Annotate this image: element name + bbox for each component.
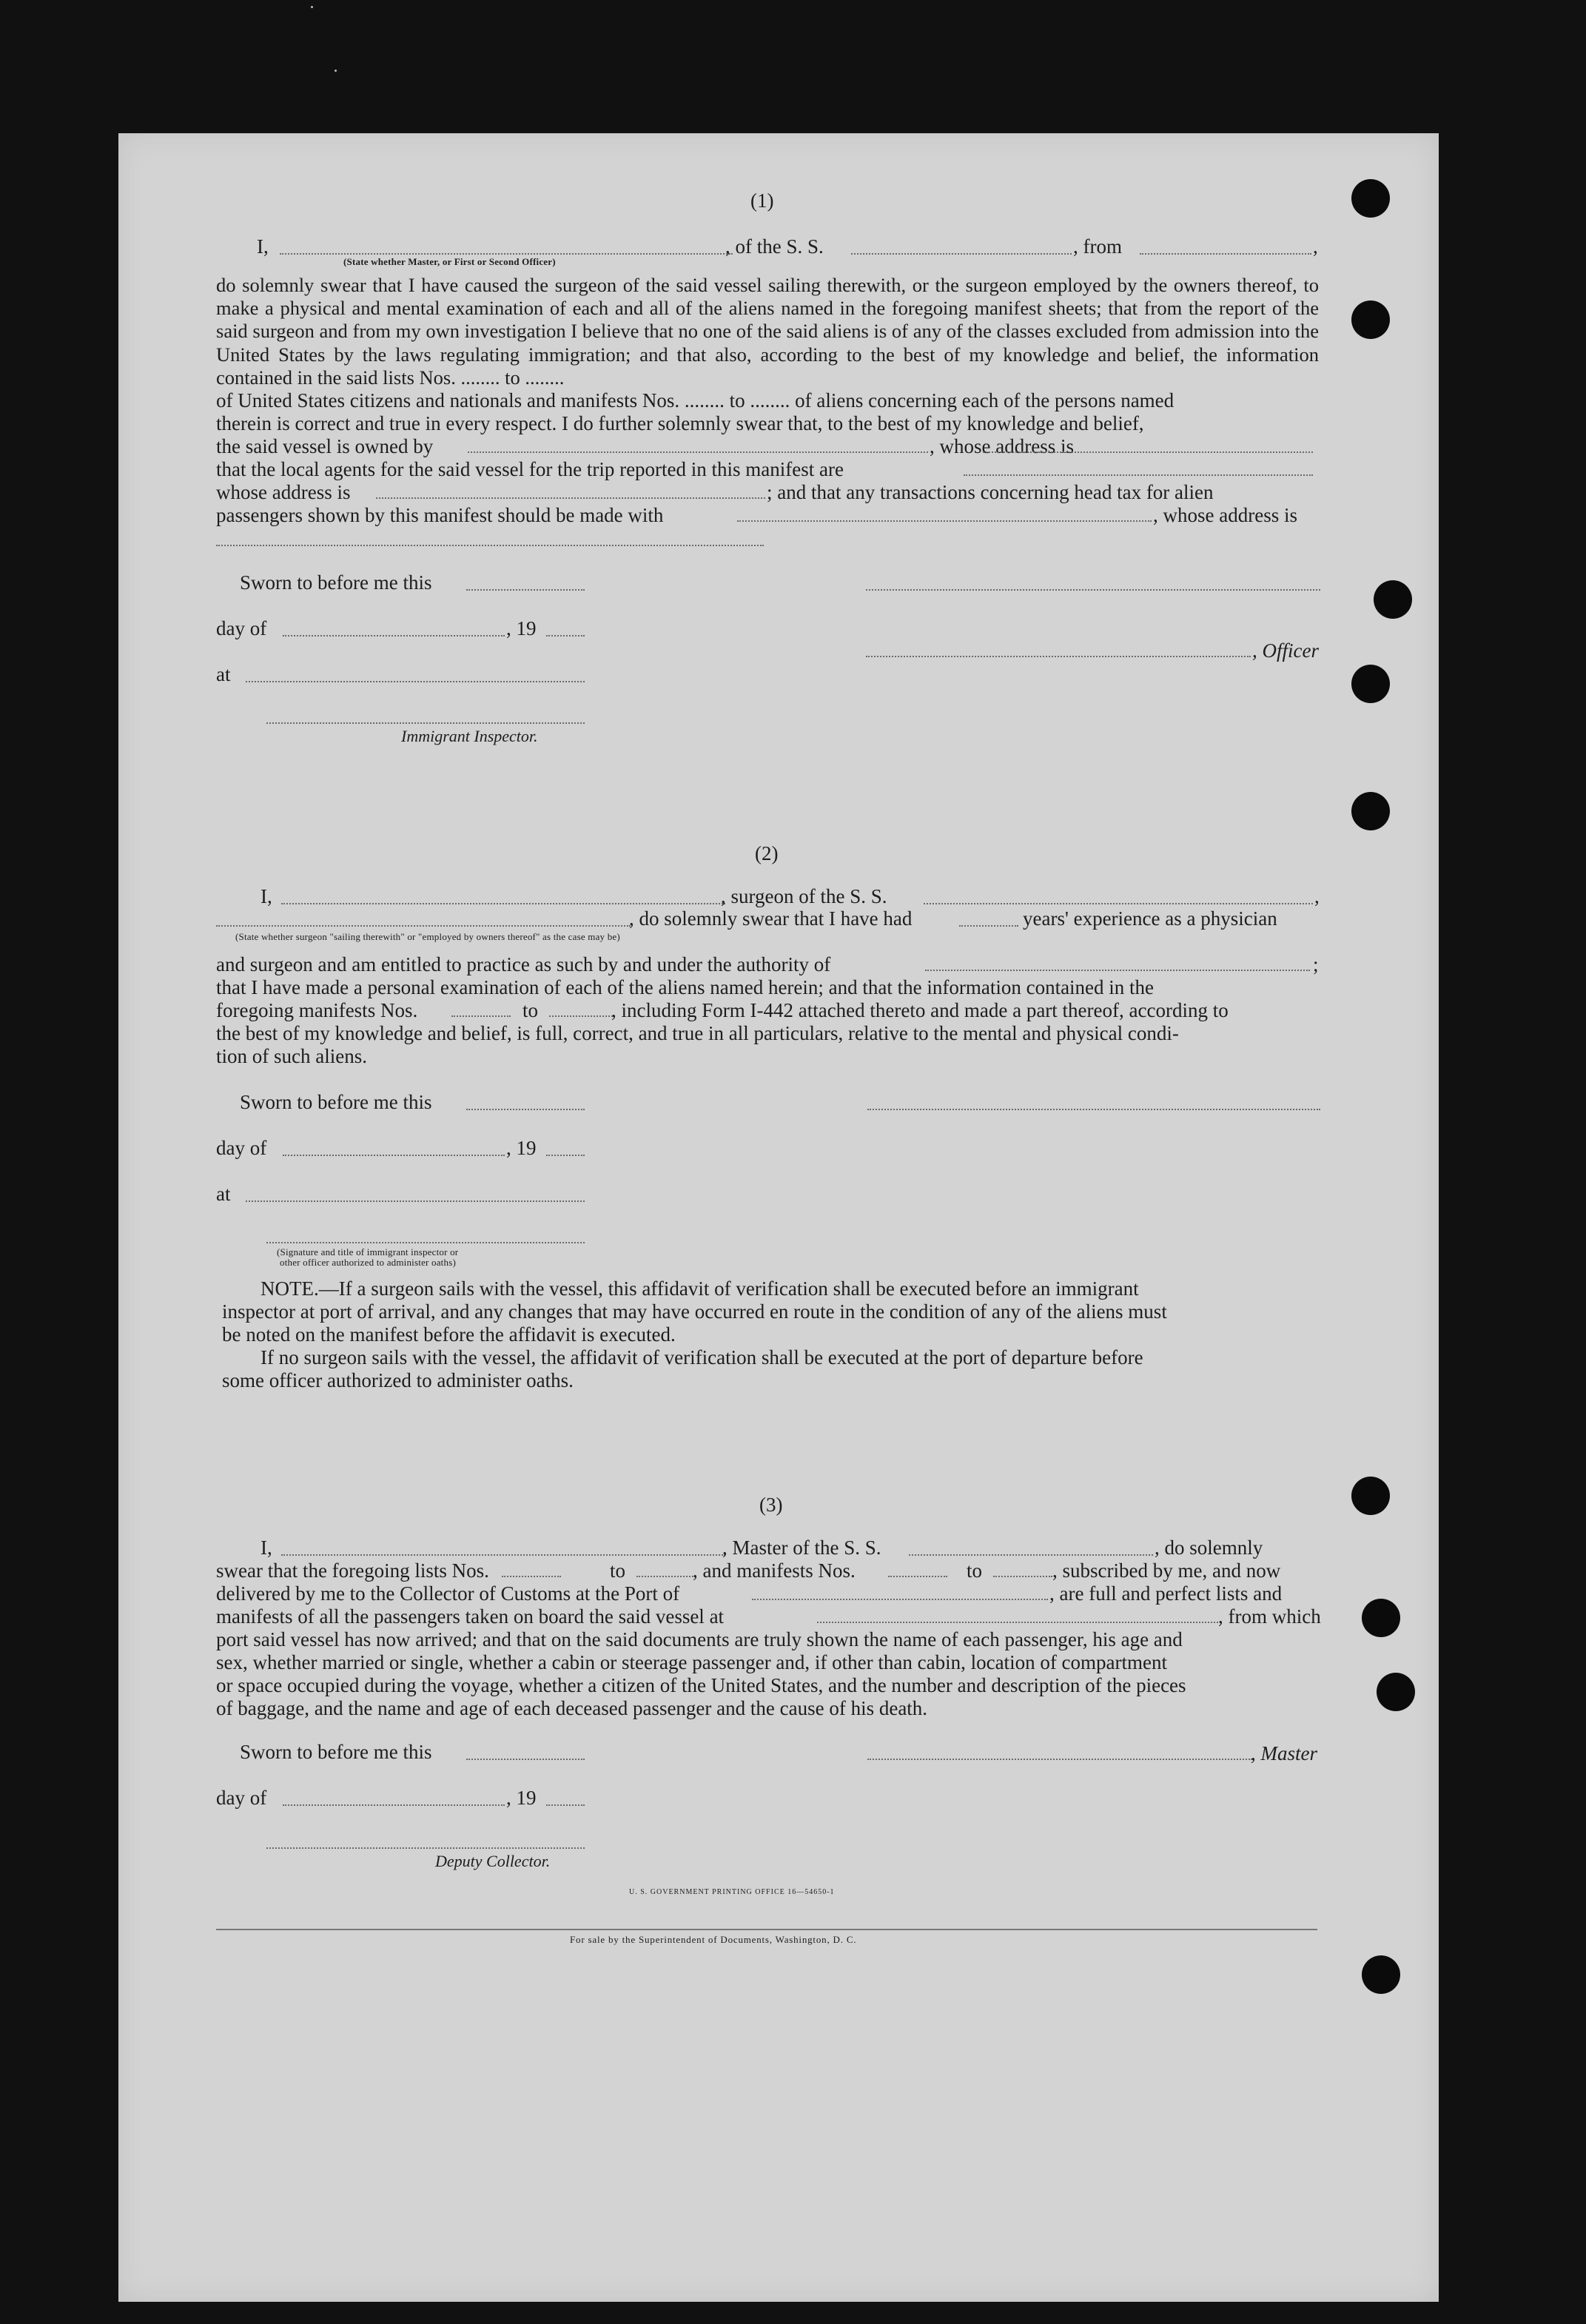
s3-sworn: Sworn to before me this — [240, 1741, 432, 1763]
s3-master-sign-field — [867, 1759, 1252, 1760]
s1-year-field — [546, 635, 585, 637]
s3-manifests-to-field — [993, 1576, 1052, 1577]
s3-day-field — [283, 1804, 505, 1806]
s2-comma: , — [1314, 885, 1320, 907]
s1-i: I, — [257, 235, 269, 258]
s1-headtax-field — [737, 520, 1152, 522]
s3-line: delivered by me to the Collector of Customs at the Port of — [216, 1582, 680, 1605]
s3-line: to — [967, 1559, 983, 1582]
section-3-number: (3) — [759, 1494, 783, 1516]
s2-note-label: NOTE. — [261, 1277, 319, 1300]
s1-officer-sign-field — [866, 656, 1251, 657]
s2-signature-field — [867, 1109, 1320, 1110]
s2-surgeon-status-field — [216, 925, 631, 927]
s2-year: , 19 — [506, 1137, 537, 1159]
s1-headtax-address-field — [216, 545, 764, 546]
s1-vessel-field — [851, 253, 1072, 255]
s1-line: , whose address is — [930, 435, 1074, 457]
s2-line: , including Form I-442 attached thereto and made a part thereof, according to — [611, 999, 1229, 1021]
s3-line: , and manifests Nos. — [693, 1559, 856, 1582]
s1-officer-note: (State whether Master, or First or Second Officer) — [343, 256, 556, 267]
s2-manifest-to-field — [549, 1015, 613, 1017]
s3-line: sex, whether married or single, whether a cabin or steerage passenger and, if other than cabin, location of compartment — [216, 1651, 1168, 1673]
punch-hole — [1351, 665, 1390, 703]
s1-year: , 19 — [506, 617, 537, 639]
s3-deputy-sign-field — [266, 1847, 585, 1849]
s1-inspector-sign-field — [266, 722, 585, 724]
s1-of-ss: , of the S. S. — [725, 235, 824, 258]
punch-hole — [1377, 1673, 1415, 1711]
s2-note-text: —If a surgeon sails with the vessel, this affidavit of verification shall be executed before an immigrant — [318, 1277, 1139, 1300]
sale-notice: For sale by the Superintendent of Documents, Washington, D. C. — [570, 1934, 857, 1945]
s2-sworn: Sworn to before me this — [240, 1091, 432, 1113]
s2-authority-field — [925, 970, 1310, 971]
s2-years: years' experience as a physician — [1023, 907, 1277, 930]
s3-port-field — [752, 1599, 1048, 1600]
s1-line: , whose address is — [1153, 504, 1297, 526]
punch-hole — [1351, 792, 1390, 830]
s2-semi: ; — [1313, 953, 1319, 975]
s3-year: , 19 — [506, 1787, 537, 1809]
s1-at-field — [246, 681, 585, 682]
s2-at-field — [246, 1200, 585, 1202]
s3-do-solemnly: , do solemnly — [1155, 1537, 1263, 1559]
s1-line: the said vessel is owned by — [216, 435, 434, 457]
s2-year-field — [546, 1155, 585, 1156]
s1-agents-field — [964, 474, 1313, 476]
s1-agents-address-field — [376, 497, 765, 499]
s1-line: therein is correct and true in every respect. I do further solemnly swear that, to the best of my knowledge and belief, — [216, 412, 1144, 434]
s2-day-field — [283, 1155, 505, 1156]
s2-inspector-sign-field — [266, 1242, 585, 1243]
section-2-number: (2) — [755, 842, 779, 864]
s1-from: , from — [1073, 235, 1122, 258]
s1-sworn: Sworn to before me this — [240, 571, 432, 594]
manifest-back-page — [118, 133, 1439, 2302]
s2-sig-note-2: other officer authorized to administer oaths) — [280, 1257, 456, 1268]
s2-vessel-field — [924, 903, 1313, 904]
s3-lists-to-field — [636, 1576, 696, 1577]
s3-line: swear that the foregoing lists Nos. — [216, 1559, 489, 1582]
s2-note-line-1 — [261, 1277, 1139, 1300]
s3-line: , from which — [1218, 1605, 1321, 1628]
s1-line: passengers shown by this manifest should be made with — [216, 504, 664, 526]
s1-signature-field — [866, 589, 1320, 591]
scan-speck — [335, 70, 337, 72]
gpo-imprint: U. S. GOVERNMENT PRINTING OFFICE 16—54650-1 — [629, 1888, 835, 1896]
s3-line: to — [610, 1559, 626, 1582]
s2-surgeon-of: , surgeon of the S. S. — [721, 885, 887, 907]
s3-master-name-field — [281, 1554, 725, 1556]
s2-note-line: be noted on the manifest before the affidavit is executed. — [222, 1323, 676, 1346]
s2-note-line: If no surgeon sails with the vessel, the affidavit of verification shall be executed at the port of departure before — [261, 1346, 1143, 1368]
s3-line: manifests of all the passengers taken on board the said vessel at — [216, 1605, 725, 1628]
s2-day-of: day of — [216, 1137, 267, 1159]
punch-hole — [1374, 580, 1412, 619]
s2-surgeon-name-field — [281, 903, 725, 904]
s2-line: the best of my knowledge and belief, is full, correct, and true in all particulars, relative to the mental and physical condi- — [216, 1022, 1179, 1044]
s3-manifests-from-field — [888, 1576, 947, 1577]
s3-vessel-field — [909, 1554, 1153, 1556]
s3-line: or space occupied during the voyage, whether a citizen of the United States, and the number and description of the pieces — [216, 1674, 1186, 1696]
punch-hole — [1351, 300, 1390, 339]
s2-i: I, — [261, 885, 272, 907]
footer-rule — [216, 1929, 1317, 1930]
s2-years-field — [959, 925, 1018, 927]
s3-line: , subscribed by me, and now — [1052, 1559, 1281, 1582]
punch-hole — [1351, 179, 1390, 218]
s1-paragraph: do solemnly swear that I have caused the surgeon of the said vessel sailing therewith, or the surgeon employed by the owners thereof, to make a physical and mental examination of each and all of the aliens named in the foregoing manifest sheets; that from the report of the said surgeon and from my own investigation I believe that no one of the said aliens is of any of the classes excluded from admission into the United States by the laws regulating immigration; and that also, according to the best of my knowledge and belief, the information contained in the said lists Nos. ........ to ........ — [216, 274, 1319, 389]
s3-origin-port-field — [817, 1622, 1218, 1623]
s2-swear: , do solemnly swear that I have had — [629, 907, 913, 930]
s3-sworn-field — [466, 1759, 585, 1760]
s2-line: that I have made a personal examination of each of the aliens named herein; and that the information contained in the — [216, 976, 1155, 998]
s3-line: of baggage, and the name and age of each deceased passenger and the cause of his death. — [216, 1697, 928, 1719]
s1-at: at — [216, 663, 231, 685]
s1-officer-label: , Officer — [1252, 639, 1319, 662]
s3-master-of: , Master of the S. S. — [722, 1537, 881, 1559]
s3-line: port said vessel has now arrived; and that on the said documents are truly shown the name of each passenger, his age and — [216, 1628, 1183, 1650]
punch-hole — [1362, 1599, 1400, 1637]
s2-line: foregoing manifests Nos. — [216, 999, 418, 1021]
s3-lists-from-field — [502, 1576, 561, 1577]
s1-officer-field — [280, 253, 733, 255]
s2-note-line: inspector at port of arrival, and any changes that may have occurred en route in the condition of any of the aliens must — [222, 1300, 1167, 1323]
s1-inspector-label: Immigrant Inspector. — [401, 727, 538, 745]
s3-line: , are full and perfect lists and — [1049, 1582, 1283, 1605]
punch-hole — [1362, 1955, 1400, 1994]
s1-day-of: day of — [216, 617, 267, 639]
s2-manifest-from-field — [451, 1015, 511, 1017]
s2-note-line: some officer authorized to administer oaths. — [222, 1369, 574, 1391]
s3-master-label: , Master — [1251, 1742, 1317, 1764]
s1-owner-field — [468, 451, 928, 453]
s1-comma: , — [1313, 235, 1318, 258]
s3-deputy-label: Deputy Collector. — [435, 1852, 551, 1870]
s2-sworn-field — [466, 1109, 585, 1110]
section-1-number: (1) — [750, 189, 774, 212]
s3-day-of: day of — [216, 1787, 267, 1809]
scan-speck — [311, 6, 313, 8]
s1-sworn-field — [466, 589, 585, 591]
s1-from-field — [1140, 253, 1311, 255]
s2-sig-note-1: (Signature and title of immigrant inspector or — [277, 1246, 459, 1257]
s3-year-field — [546, 1804, 585, 1806]
s1-line: ; and that any transactions concerning head tax for alien — [767, 481, 1214, 503]
s2-surgeon-note: (State whether surgeon "sailing therewith" or "employed by owners thereof" as the case may be) — [235, 931, 620, 942]
s2-line: tion of such aliens. — [216, 1045, 367, 1067]
s2-line: to — [522, 999, 539, 1021]
s2-line: and surgeon and am entitled to practice as such by and under the authority of — [216, 953, 831, 975]
s1-day-field — [283, 635, 505, 637]
s2-at: at — [216, 1183, 231, 1205]
punch-hole — [1351, 1477, 1390, 1515]
s1-line: whose address is — [216, 481, 351, 503]
s3-i: I, — [261, 1537, 272, 1559]
s1-line: of United States citizens and nationals and manifests Nos. ........ to ........ of aliens concerning each of the persons named — [216, 389, 1175, 412]
s1-owner-address-field — [983, 451, 1313, 453]
s1-line: that the local agents for the said vessel for the trip reported in this manifest are — [216, 458, 844, 480]
